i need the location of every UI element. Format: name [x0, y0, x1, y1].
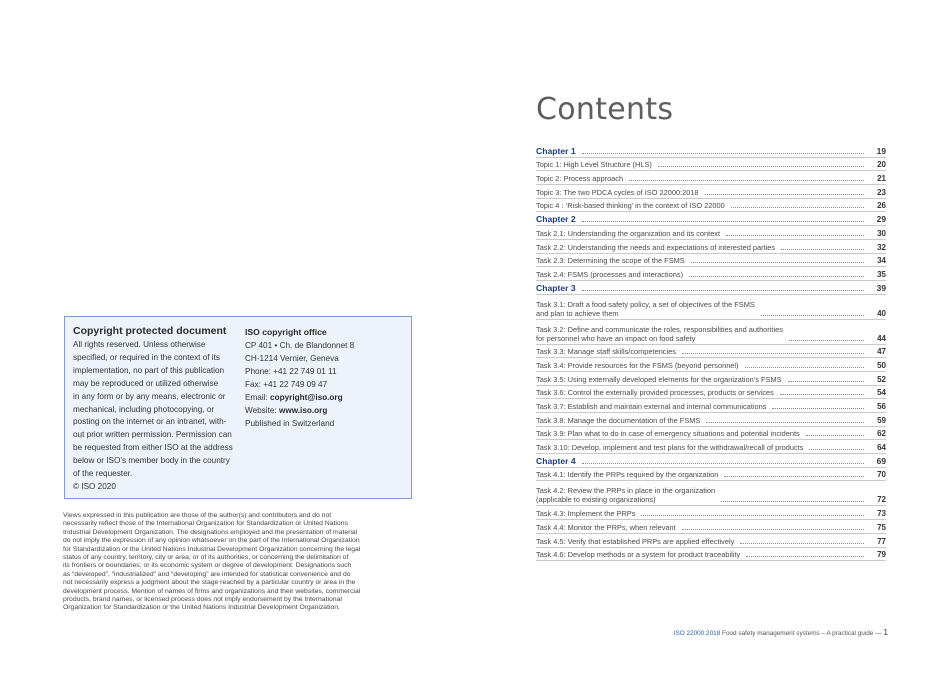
- copyright-line: implementation, no part of this publication: [73, 365, 225, 375]
- toc-page-number: 72: [877, 495, 886, 505]
- dot-leader: [772, 408, 864, 409]
- toc-label-line: Task 3.4: Provide resources for the FSMS (beyond personnel): [536, 360, 739, 370]
- toc-label: [536, 416, 700, 425]
- toc-page-number: 54: [877, 388, 886, 398]
- toc-label-line: Chapter 3: [536, 282, 576, 293]
- dot-leader: [724, 476, 864, 477]
- toc-label-line: Task 2.1: Understanding the organization and its context: [536, 228, 721, 238]
- copyright-line: All rights reserved. Unless otherwise: [73, 340, 206, 349]
- disclaimer-line: Views expressed in this publication are those of the author(s) and contributors and do not: [63, 512, 332, 519]
- toc-entry[interactable]: [536, 534, 886, 548]
- dot-leader: [740, 543, 864, 544]
- toc-page-number: 44: [877, 333, 886, 343]
- toc-label: [536, 402, 766, 411]
- page-number: 1: [883, 628, 888, 637]
- toc-entry[interactable]: [536, 413, 886, 427]
- toc-label-line: Chapter 1: [536, 145, 576, 156]
- page-footer: [674, 628, 888, 637]
- dot-leader: [788, 381, 864, 382]
- toc-page-number: 21: [877, 174, 886, 184]
- copyright-line: be requested from either ISO at the address: [73, 443, 233, 453]
- toc-page-number: 40: [877, 308, 886, 318]
- toc-label-line: Topic 2: Process approach: [536, 174, 624, 184]
- toc-page-number: 35: [877, 269, 886, 279]
- toc-label: [536, 486, 715, 504]
- dot-leader: [691, 262, 864, 263]
- toc-page-number: 75: [877, 522, 886, 532]
- copyright-line: below or ISO’s member body in the country: [73, 456, 230, 466]
- toc-label-line: Task 4.3: Implement the PRPs: [536, 509, 636, 519]
- published-location: Published in Switzerland: [245, 419, 335, 428]
- toc-label: [536, 256, 685, 265]
- copyright-title: Copyright protected document: [73, 325, 227, 337]
- toc-label: [536, 550, 740, 559]
- toc-label: [536, 201, 725, 210]
- toc-label-line: Chapter 2: [536, 214, 576, 225]
- toc-page-number: 62: [877, 429, 886, 439]
- toc-page-number: 56: [877, 402, 886, 411]
- toc-label: [536, 174, 623, 183]
- toc-page-number: 30: [877, 228, 886, 238]
- dot-leader: [809, 449, 864, 450]
- email-label: Email:: [245, 393, 271, 402]
- toc-chapter[interactable]: [536, 144, 886, 158]
- toc-page-number: 69: [876, 455, 886, 466]
- toc-entry[interactable]: [536, 468, 886, 482]
- dot-leader: [629, 180, 864, 181]
- toc-entry[interactable]: [536, 185, 886, 199]
- disclaimer-line: products, brand names, or licensed process does not imply endorsement by the International: [63, 596, 342, 604]
- email-link[interactable]: copyright@iso.org: [270, 393, 343, 402]
- toc-entry[interactable]: [536, 548, 886, 562]
- toc-label: [536, 243, 775, 252]
- toc-label: [536, 325, 783, 343]
- disclaimer-line: necessarily reflect those of the International Organization for Standardization or United Nations: [63, 520, 348, 528]
- dot-leader: [582, 221, 864, 222]
- toc-label-line: Topic 1: High Level Structure (HLS): [536, 160, 652, 170]
- disclaimer-line: its frontiers or boundaries; or its economic system or degree of development. Designations such: [63, 562, 352, 570]
- toc-page-number: 19: [876, 145, 886, 156]
- toc-label-line: and plan to achieve them: [536, 308, 619, 318]
- toc-label-line: Task 3.3: Manage staff skills/competencies: [536, 347, 676, 357]
- toc-entry[interactable]: [536, 171, 886, 185]
- toc-page-number: 64: [877, 443, 886, 453]
- toc-label-line: Task 3.6: Control the externally provided processes, products or services: [536, 388, 774, 398]
- toc-label: [536, 537, 734, 546]
- toc-label: [536, 146, 576, 156]
- toc-entry[interactable]: [536, 440, 886, 454]
- dot-leader: [746, 556, 864, 557]
- toc-entry[interactable]: [536, 399, 886, 413]
- toc-entry[interactable]: [536, 320, 886, 345]
- dot-leader: [706, 422, 864, 423]
- toc-label-line: Task 4.4: Monitor the PRPs, when relevant: [536, 522, 676, 532]
- toc-label: [536, 347, 676, 356]
- copyright-box: [64, 316, 412, 499]
- toc-divider: [536, 560, 886, 561]
- toc-entry[interactable]: [536, 199, 886, 213]
- toc-label: [536, 470, 718, 479]
- dot-leader: [745, 367, 864, 368]
- toc-entry[interactable]: [536, 295, 886, 320]
- table-of-contents: [536, 144, 886, 561]
- disclaimer-line: do not imply the expression of any opinion whatsoever on the part of the International Organization: [63, 537, 360, 545]
- dot-leader: [789, 340, 864, 341]
- toc-chapter[interactable]: [536, 454, 886, 468]
- dot-leader: [682, 529, 864, 530]
- copyright-year: © ISO 2020: [73, 481, 116, 491]
- toc-entry[interactable]: [536, 158, 886, 172]
- toc-entry[interactable]: [536, 226, 886, 240]
- toc-label-line: Task 3.5: Using externally developed elements for the organization’s FSMS: [536, 374, 782, 384]
- office-website: [245, 404, 405, 417]
- toc-entry[interactable]: [536, 372, 886, 386]
- toc-page-number: 77: [877, 536, 886, 546]
- toc-label-line: Task 2.2: Understanding the needs and expectations of interested parties: [536, 242, 776, 252]
- toc-label: [536, 188, 699, 197]
- toc-entry[interactable]: [536, 506, 886, 520]
- toc-label: [536, 375, 782, 384]
- toc-label: [536, 443, 803, 452]
- toc-label-line: Task 3.2: Define and communicate the roles, responsibilities and authorities: [536, 324, 783, 334]
- toc-entry[interactable]: [536, 267, 886, 281]
- toc-page-number: 70: [877, 470, 886, 480]
- toc-label: [536, 160, 652, 169]
- toc-label-line: Task 2.4: FSMS (processes and interactions): [536, 269, 684, 279]
- toc-label: [536, 388, 774, 397]
- disclaimer-line: for Standardization or the United Nations Industrial Development Organization concerning the legal: [63, 545, 361, 553]
- toc-page-number: 73: [877, 509, 886, 519]
- dot-leader: [780, 394, 864, 395]
- disclaimer-line: Organization for Standardization or the United Nations Industrial Development Organization.: [63, 604, 340, 612]
- toc-entry[interactable]: [536, 386, 886, 400]
- toc-label-line: Task 4.6: Develop methods or a system for product traceability: [536, 550, 741, 560]
- dot-leader: [582, 153, 864, 154]
- toc-label-line: Task 4.1: Identify the PRPs required by the organization: [536, 470, 719, 480]
- office-address-line1: CP 401 • Ch. de Blandonnet 8: [245, 341, 355, 350]
- dot-leader: [806, 435, 864, 436]
- toc-label-line: Task 3.9: Plan what to do in case of emergency situations and potential incidents: [536, 429, 800, 439]
- toc-label-line: Task 4.5: Verify that established PRPs are applied effectively: [536, 536, 735, 546]
- toc-label: [536, 456, 576, 466]
- toc-page-number: 29: [876, 214, 886, 225]
- toc-page-number: 79: [877, 550, 886, 560]
- website-label: Website:: [245, 406, 279, 415]
- copyright-line: posting on the internet or an intranet, with-: [73, 417, 227, 427]
- dot-leader: [781, 249, 864, 250]
- disclaimer-line: Industrial Development Organization. The designations employed and the presentation of material: [63, 528, 358, 536]
- office-phone: Phone: +41 22 749 01 11: [245, 367, 337, 376]
- disclaimer-line: as “developed”, “industrialized” and “developing” are intended for statistical convenience and do: [63, 570, 351, 578]
- copyright-line: may be reproduced or utilized otherwise: [73, 378, 219, 388]
- disclaimer-line: development process. Mention of names of firms and organizations and their websites, commercial: [63, 587, 361, 595]
- toc-entry[interactable]: [536, 254, 886, 268]
- dot-leader: [726, 235, 864, 236]
- toc-entry[interactable]: [536, 481, 886, 506]
- dot-leader: [761, 315, 864, 316]
- toc-entry[interactable]: [536, 240, 886, 254]
- copyright-line: out prior written permission. Permission can: [73, 430, 232, 440]
- dot-leader: [689, 276, 864, 277]
- toc-label-line: Task 3.1: Draft a food safety policy, a set of objectives of the FSMS: [536, 299, 755, 309]
- toc-label-line: Topic 3: The two PDCA cycles of ISO 22000:2018: [536, 187, 699, 197]
- toc-page-number: 59: [877, 415, 886, 425]
- disclaimer-line: status of any country, territory, city or area, or of its authorities; or concerning the delimitation of: [63, 554, 349, 562]
- footer-text: Food safety management systems – A practical guide —: [720, 630, 882, 637]
- toc-label: [536, 214, 576, 224]
- disclaimer: [63, 512, 415, 613]
- toc-page-number: 20: [877, 160, 886, 170]
- toc-label-line: (applicable to existing organizations): [536, 495, 656, 505]
- footer-standard: ISO 22000:2018: [673, 630, 721, 637]
- toc-label-line: Task 3.10: Develop, implement and test plans for the withdrawal/recall of products: [536, 443, 804, 453]
- copyright-line: mechanical, including photocopying, or: [73, 404, 215, 414]
- dot-leader: [682, 353, 864, 354]
- toc-entry[interactable]: [536, 427, 886, 441]
- dot-leader: [658, 166, 864, 167]
- toc-label: [536, 429, 800, 438]
- iso-office-title: ISO copyright office: [245, 327, 327, 337]
- toc-label-line: Task 3.7: Establish and maintain external and internal communications: [536, 402, 767, 411]
- dot-leader: [582, 463, 864, 464]
- toc-label: [536, 270, 683, 279]
- toc-label: [536, 361, 739, 370]
- toc-page-number: 32: [877, 242, 886, 252]
- copyright-notice: [73, 325, 241, 494]
- toc-label-line: Topic 4 : ‘Risk-based thinking’ in the context of ISO 22000: [536, 201, 725, 211]
- office-address-line2: CH-1214 Vernier, Geneva: [245, 354, 339, 363]
- disclaimer-line: not necessarily express a judgment about the stage reached by a particular country or area in the: [63, 579, 356, 587]
- copyright-line: specified, or required in the context of its: [73, 352, 220, 362]
- copyright-line: of the requester.: [73, 469, 133, 479]
- toc-page-number: 52: [877, 374, 886, 384]
- toc-page-number: 34: [877, 256, 886, 266]
- copyright-body: [73, 339, 241, 494]
- toc-entry[interactable]: [536, 520, 886, 534]
- toc-label: [536, 509, 635, 518]
- toc-label-line: Task 2.3: Determining the scope of the FSMS: [536, 256, 685, 266]
- dot-leader: [731, 207, 864, 208]
- toc-page-number: 50: [877, 360, 886, 370]
- dot-leader: [705, 194, 864, 195]
- toc-label-line: Chapter 4: [536, 455, 576, 466]
- toc-page-number: 23: [877, 187, 886, 197]
- toc-page-number: 26: [877, 201, 886, 211]
- toc-entry[interactable]: [536, 345, 886, 359]
- dot-leader: [582, 290, 864, 291]
- toc-label: [536, 523, 676, 532]
- contents-title: Contents: [536, 92, 674, 127]
- office-email: [245, 391, 405, 404]
- toc-page-number: 39: [876, 282, 886, 293]
- toc-label: [536, 300, 755, 318]
- toc-chapter[interactable]: [536, 281, 886, 295]
- toc-label-line: Task 4.2: Review the PRPs in place in the organization: [536, 486, 716, 496]
- copyright-line: in any form or by any means, electronic or: [73, 391, 226, 401]
- office-fax: Fax: +41 22 749 09 47: [245, 380, 328, 389]
- toc-label: [536, 283, 576, 293]
- toc-chapter[interactable]: [536, 212, 886, 226]
- toc-label-line: Task 3.8: Manage the documentation of the FSMS: [536, 415, 701, 425]
- toc-label-line: for personnel who have an impact on food safety: [536, 333, 696, 343]
- dot-leader: [721, 501, 864, 502]
- toc-label: [536, 229, 720, 238]
- website-link[interactable]: www.iso.org: [278, 406, 328, 415]
- toc-entry[interactable]: [536, 358, 886, 372]
- iso-office: [245, 325, 405, 430]
- dot-leader: [641, 515, 864, 516]
- toc-page-number: 47: [877, 347, 886, 357]
